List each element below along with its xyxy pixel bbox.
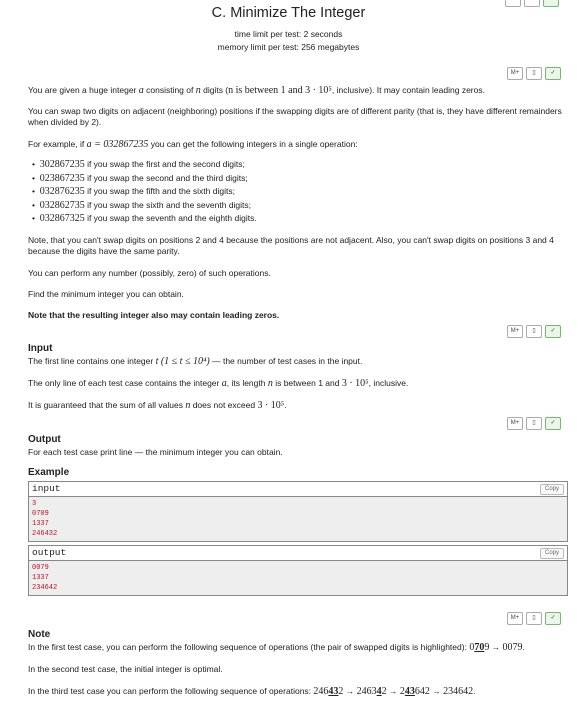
copy-output-button[interactable]: Copy xyxy=(540,548,564,559)
list-item: • 032862735 if you swap the sixth and the seventh digits; xyxy=(32,199,252,211)
clipboard-icon[interactable]: ▯ xyxy=(526,325,542,338)
clipboard-icon[interactable] xyxy=(524,0,540,7)
output-line: 234642 xyxy=(32,584,58,592)
statement-paragraph-6: Find the minimum integer you can obtain. xyxy=(28,289,184,299)
clipboard-icon[interactable]: ▯ xyxy=(526,612,542,625)
example-output-content xyxy=(29,561,567,595)
check-icon[interactable]: ✓ xyxy=(545,325,561,338)
input-line-3: It is guaranteed that the sum of all values n does not exceed 3 · 10⁵. xyxy=(28,400,287,411)
time-limit: time limit per test: 2 seconds xyxy=(234,29,343,39)
note-line-1: In the first test case, you can perform the following sequence of operations (the pair of swapped digits is highlighted): 0709 → 0079. xyxy=(28,642,525,653)
note-line-2: In the second test case, the initial integer is optimal. xyxy=(28,664,223,674)
example-output-box xyxy=(28,545,568,596)
example-input-box xyxy=(28,481,568,542)
list-item: • 032867325 if you swap the seventh and the eighth digits. xyxy=(32,213,257,224)
input-line: 1337 xyxy=(32,520,49,528)
problem-title: C. Minimize The Integer xyxy=(211,5,366,21)
list-item: • 032876235 if you swap the fifth and the sixth digits; xyxy=(32,186,235,197)
example-list xyxy=(32,158,257,226)
clipboard-icon[interactable]: ▯ xyxy=(526,67,542,80)
output-line: 1337 xyxy=(32,574,49,582)
output-line: 0079 xyxy=(32,564,49,572)
check-icon[interactable]: ✓ xyxy=(545,67,561,80)
input-line: 0709 xyxy=(32,510,49,518)
check-icon[interactable]: ✓ xyxy=(545,417,561,430)
mark-button[interactable]: M+ xyxy=(507,417,523,430)
statement-paragraph-5: You can perform any number (possibly, zero) of such operations. xyxy=(28,268,271,278)
mark-button[interactable] xyxy=(505,0,521,7)
input-heading: Input xyxy=(28,343,53,354)
statement-paragraph-2: You can swap two digits on adjacent (neighboring) positions if the swapping digits are of different parity (that is, they have different remainders when divided by 2). xyxy=(28,106,562,127)
example-input-label: input xyxy=(32,483,61,494)
mark-button[interactable]: M+ xyxy=(507,67,523,80)
input-line-1: The first line contains one integer t (1 ≤ t ≤ 10⁴) — the number of test cases in the input. xyxy=(28,356,363,367)
note-heading: Note xyxy=(28,629,51,640)
output-heading: Output xyxy=(28,434,61,445)
example-output-label: output xyxy=(32,547,67,558)
input-line: 246432 xyxy=(32,530,58,538)
example-heading: Example xyxy=(28,467,70,478)
output-toolbar xyxy=(507,417,561,430)
check-icon[interactable] xyxy=(543,0,559,7)
top-toolbar xyxy=(505,0,559,7)
input-toolbar xyxy=(507,325,561,338)
input-line: 3 xyxy=(32,500,37,508)
statement-paragraph-7: Note that the resulting integer also may contain leading zeros. xyxy=(28,310,280,320)
mark-button[interactable]: M+ xyxy=(507,612,523,625)
example-input-content xyxy=(29,497,567,541)
input-line-2: The only line of each test case contains the integer a, its length n is between 1 and 3 · 10⁵, inclusive. xyxy=(28,378,409,389)
mark-button[interactable]: M+ xyxy=(507,325,523,338)
statement-paragraph-3: For example, if a = 032867235 you can get the following integers in a single operation: xyxy=(28,139,358,150)
list-item: • 302867235 if you swap the first and the second digits; xyxy=(32,159,245,170)
note-line-3: In the third test case you can perform the following sequence of operations: 246432 → 246342 → 243642 → 234642. xyxy=(28,686,476,697)
statement-toolbar xyxy=(507,67,561,80)
statement-paragraph-1: You are given a huge integer a consisting of n digits (n is between 1 and 3 · 10⁵, inclusive). It may contain leading zeros. xyxy=(28,85,485,96)
copy-input-button[interactable]: Copy xyxy=(540,484,564,495)
check-icon[interactable]: ✓ xyxy=(545,612,561,625)
clipboard-icon[interactable]: ▯ xyxy=(526,417,542,430)
output-text: For each test case print line — the minimum integer you can obtain. xyxy=(28,447,283,457)
note-toolbar xyxy=(507,612,561,625)
memory-limit: memory limit per test: 256 megabytes xyxy=(217,42,360,52)
statement-paragraph-4: Note, that you can't swap digits on positions 2 and 4 because the positions are not adjacent. Also, you can't swap digits on positions 3 and 4 because the digits have the same parity. xyxy=(28,235,554,256)
list-item: • 023867235 if you swap the second and the third digits; xyxy=(32,172,248,184)
